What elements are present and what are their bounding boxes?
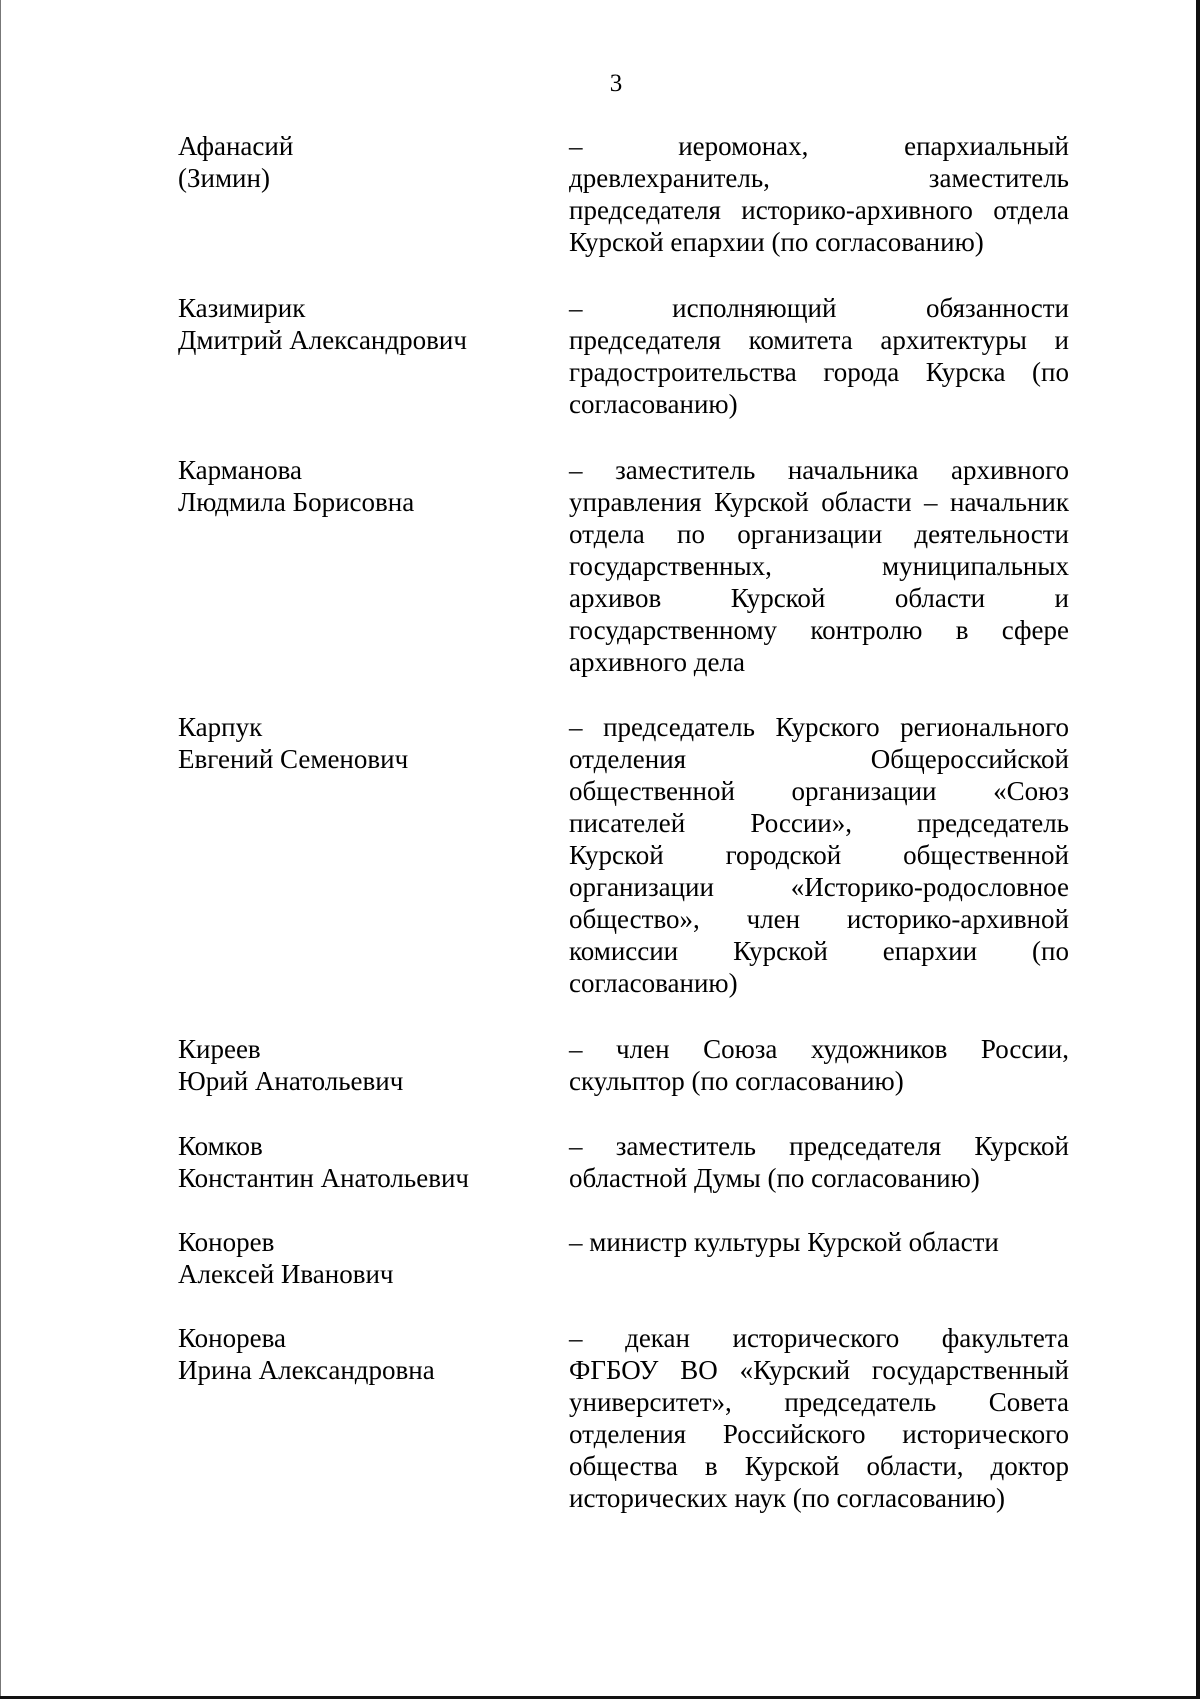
position-line: – иеромонах, епархиальный [569,131,1069,161]
position-line: архивного дела [569,647,745,677]
member-given-name: Алексей Иванович [178,1259,394,1289]
position-line: управления Курской области – начальник [569,487,1069,517]
page-number: 3 [609,70,623,97]
position-line: скульптор (по согласованию) [569,1066,904,1096]
member-position [569,1130,1069,1194]
position-line: государственных, муниципальных [569,551,1069,581]
position-line: писателей России», председатель [569,808,1069,838]
member-given-name: Людмила Борисовна [178,487,415,517]
position-line: – исполняющий обязанности [569,293,1069,323]
member-surname: Комков [178,1131,263,1161]
position-line: Курской городской общественной [569,840,1069,870]
position-line: организации «Историко-родословное [569,872,1069,902]
member-name [178,1322,538,1386]
position-line: – заместитель председателя Курской [569,1131,1069,1161]
member-surname: Конорев [178,1227,275,1257]
member-given-name: Ирина Александровна [178,1355,435,1385]
position-line: отдела по организации деятельности [569,519,1069,549]
position-line: градостроительства города Курска (по [569,357,1069,387]
position-line: архивов Курской области и [569,583,1069,613]
member-name [178,1130,538,1194]
member-position [569,1322,1069,1514]
member-surname: Карпук [178,712,263,742]
member-position [569,454,1069,678]
position-line: – министр культуры Курской области [569,1227,999,1257]
member-surname: Киреев [178,1034,261,1064]
position-line: общества в Курской области, доктор [569,1451,1069,1481]
position-line: председателя историко-архивного отдела [569,195,1069,225]
position-line: университет», председатель Совета [569,1387,1069,1417]
position-line: древлехранитель, заместитель [569,163,1069,193]
scan-edge-left [0,0,1,1699]
position-line: государственному контролю в сфере [569,615,1069,645]
position-line: – декан исторического факультета [569,1323,1069,1353]
member-surname: Афанасий [178,131,294,161]
member-name [178,454,538,518]
member-given-name: (Зимин) [178,163,270,193]
member-given-name: Дмитрий Александрович [178,325,467,355]
member-position [569,711,1069,999]
member-position [569,130,1069,258]
member-position [569,1033,1069,1097]
member-given-name: Юрий Анатольевич [178,1066,404,1096]
position-line: согласованию) [569,389,738,419]
member-given-name: Константин Анатольевич [178,1163,469,1193]
member-given-name: Евгений Семенович [178,744,409,774]
member-position [569,292,1069,420]
position-line: общество», член историко-архивной [569,904,1069,934]
member-name [178,711,538,775]
position-line: – заместитель начальника архивного [569,455,1069,485]
position-line: председателя комитета архитектуры и [569,325,1069,355]
position-line: Курской епархии (по согласованию) [569,227,984,257]
member-surname: Конорева [178,1323,286,1353]
position-line: исторических наук (по согласованию) [569,1483,1006,1513]
position-line: согласованию) [569,968,738,998]
position-line: – председатель Курского регионального [569,712,1069,742]
position-line: отделения Российского исторического [569,1419,1069,1449]
position-line: отделения Общероссийской [569,744,1069,774]
member-name [178,1226,538,1290]
member-name [178,1033,538,1097]
position-line: комиссии Курской епархии (по [569,936,1069,966]
position-line: областной Думы (по согласованию) [569,1163,980,1193]
position-line: ФГБОУ ВО «Курский государственный [569,1355,1069,1385]
position-line: общественной организации «Союз [569,776,1069,806]
member-position [569,1226,1069,1258]
position-line: – член Союза художников России, [569,1034,1069,1064]
member-surname: Казимирик [178,293,306,323]
member-name [178,130,538,194]
scan-edge-right [1196,0,1200,1699]
member-name [178,292,538,356]
member-surname: Карманова [178,455,302,485]
